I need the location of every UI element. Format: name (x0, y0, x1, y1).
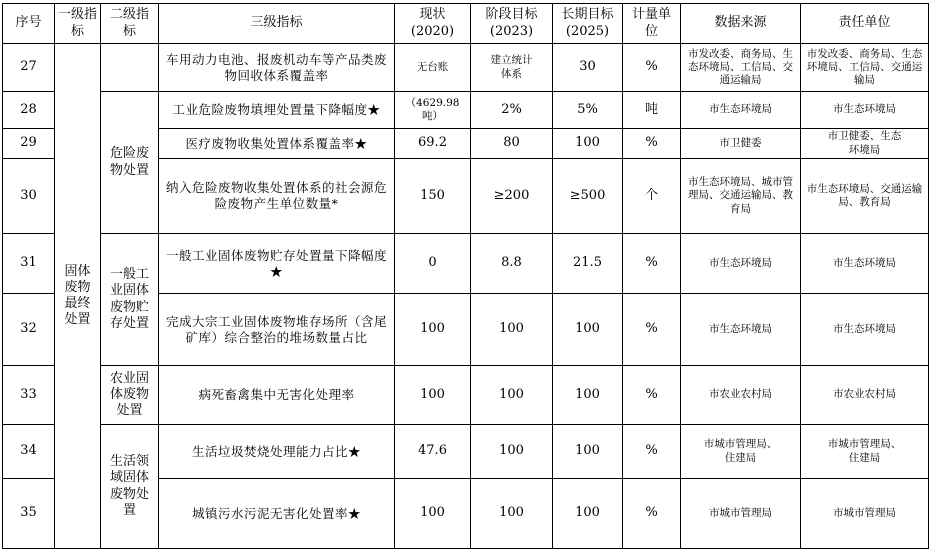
row-resp (801, 129, 929, 159)
header-phase (471, 4, 553, 44)
row-resp: 市生态环境局 (801, 92, 929, 129)
row-seq: 29 (3, 129, 55, 159)
row-resp: 市城市管理局 (801, 479, 929, 549)
level2-cell-domestic (101, 425, 159, 549)
row-resp-text: 市城市管理局、住建局 (827, 438, 902, 464)
header-long-year: (2025) (565, 23, 610, 39)
row-unit: % (623, 479, 681, 549)
row-source: 市农业农村局 (681, 366, 801, 425)
table-row (3, 44, 929, 92)
row-long: 21.5 (553, 234, 623, 294)
header-current-label: 现状 (419, 7, 446, 23)
row-long: 100 (553, 479, 623, 549)
row-seq: 27 (3, 44, 55, 92)
row-indicator: 工业危险废物填埋处置量下降幅度★ (159, 92, 395, 129)
row-resp (801, 425, 929, 479)
row-current: 150 (395, 159, 471, 234)
row-phase: 80 (471, 129, 553, 159)
row-unit: 吨 (623, 92, 681, 129)
row-resp: 市农业农村局 (801, 366, 929, 425)
row-unit: % (623, 129, 681, 159)
row-seq: 28 (3, 92, 55, 129)
row-indicator: 病死畜禽集中无害化处理率 (159, 366, 395, 425)
row-long: 30 (553, 44, 623, 92)
row-indicator: 城镇污水污泥无害化处置率★ (159, 479, 395, 549)
level2-cell-empty (101, 44, 159, 92)
row-long: ≥500 (553, 159, 623, 234)
row-resp: 市生态环境局、交通运输局、教育局 (801, 159, 929, 234)
row-unit: % (623, 366, 681, 425)
header-level2: 二级指标 (101, 4, 159, 44)
row-source (681, 425, 801, 479)
row-current: 0 (395, 234, 471, 294)
row-indicator: 生活垃圾焚烧处理能力占比★ (159, 425, 395, 479)
level2-label: 危险废物处置 (109, 146, 149, 178)
level2-cell-general (101, 234, 159, 366)
level2-label: 农业固体废物处置 (109, 370, 149, 419)
row-long: 100 (553, 129, 623, 159)
row-long: 100 (553, 294, 623, 366)
header-row (3, 4, 929, 44)
row-source: 市发改委、商务局、生态环境局、工信局、交通运输局 (681, 44, 801, 92)
row-long: 5% (553, 92, 623, 129)
row-source: 市生态环境局 (681, 92, 801, 129)
table-row (3, 234, 929, 294)
row-current: （4629.98 吨） (395, 92, 471, 129)
level2-cell-hazardous (101, 92, 159, 234)
header-unit: 计量单位 (623, 4, 681, 44)
header-source: 数据来源 (681, 4, 801, 44)
row-current: 69.2 (395, 129, 471, 159)
header-current (395, 4, 471, 44)
level1-cell (55, 44, 101, 549)
header-level1: 一级指标 (55, 4, 101, 44)
row-seq: 35 (3, 479, 55, 549)
row-seq: 31 (3, 234, 55, 294)
table-row (3, 92, 929, 129)
row-seq: 34 (3, 425, 55, 479)
row-resp: 市生态环境局 (801, 294, 929, 366)
row-source: 市生态环境局 (681, 294, 801, 366)
row-resp: 市发改委、商务局、生态环境局、工信局、交通运输局 (801, 44, 929, 92)
row-unit: % (623, 425, 681, 479)
header-phase-year: (2023) (489, 23, 534, 39)
row-current: 100 (395, 294, 471, 366)
level2-label: 生活领域固体废物处置 (109, 454, 149, 518)
header-current-year: (2020) (410, 23, 455, 39)
header-resp: 责任单位 (801, 4, 929, 44)
row-current: 无台账 (395, 44, 471, 92)
row-phase: 2% (471, 92, 553, 129)
header-long-label: 长期目标 (561, 7, 614, 23)
row-source: 市生态环境局 (681, 234, 801, 294)
row-indicator: 纳入危险废物收集处置体系的社会源危险废物产生单位数量* (159, 159, 395, 234)
row-phase: ≥200 (471, 159, 553, 234)
header-phase-label: 阶段目标 (485, 7, 538, 23)
row-long: 100 (553, 366, 623, 425)
row-unit: % (623, 44, 681, 92)
indicator-table (2, 3, 929, 549)
level2-label: 一般工业固体废物贮存处置 (109, 267, 149, 331)
row-phase: 100 (471, 479, 553, 549)
row-phase: 100 (471, 294, 553, 366)
row-indicator: 医疗废物收集处置体系覆盖率★ (159, 129, 395, 159)
header-level3: 三级指标 (159, 4, 395, 44)
row-phase: 8.8 (471, 234, 553, 294)
header-seq: 序号 (3, 4, 55, 44)
row-seq: 33 (3, 366, 55, 425)
row-resp: 市生态环境局 (801, 234, 929, 294)
row-source: 市卫健委 (681, 129, 801, 159)
row-resp-text: 市卫健委、生态环境局 (827, 130, 902, 156)
row-source-text: 市城市管理局、住建局 (703, 438, 778, 464)
row-phase: 100 (471, 366, 553, 425)
header-long (553, 4, 623, 44)
row-unit: 个 (623, 159, 681, 234)
row-source: 市城市管理局 (681, 479, 801, 549)
row-current: 47.6 (395, 425, 471, 479)
level1-label: 固体废物最终处置 (64, 263, 91, 328)
row-indicator: 一般工业固体废物贮存处置量下降幅度★ (159, 234, 395, 294)
row-unit: % (623, 234, 681, 294)
row-indicator: 完成大宗工业固体废物堆存场所（含尾矿库）综合整治的堆场数量占比 (159, 294, 395, 366)
row-long: 100 (553, 425, 623, 479)
row-phase-text: 建立统计体系 (490, 54, 533, 80)
level2-cell-agri (101, 366, 159, 425)
row-unit: % (623, 294, 681, 366)
table-row (3, 366, 929, 425)
row-seq: 32 (3, 294, 55, 366)
row-indicator: 车用动力电池、报废机动车等产品类废物回收体系覆盖率 (159, 44, 395, 92)
table-row (3, 425, 929, 479)
row-seq: 30 (3, 159, 55, 234)
row-source: 市生态环境局、城市管理局、交通运输局、教育局 (681, 159, 801, 234)
row-current: 100 (395, 366, 471, 425)
row-phase (471, 44, 553, 92)
row-current: 100 (395, 479, 471, 549)
row-phase: 100 (471, 425, 553, 479)
